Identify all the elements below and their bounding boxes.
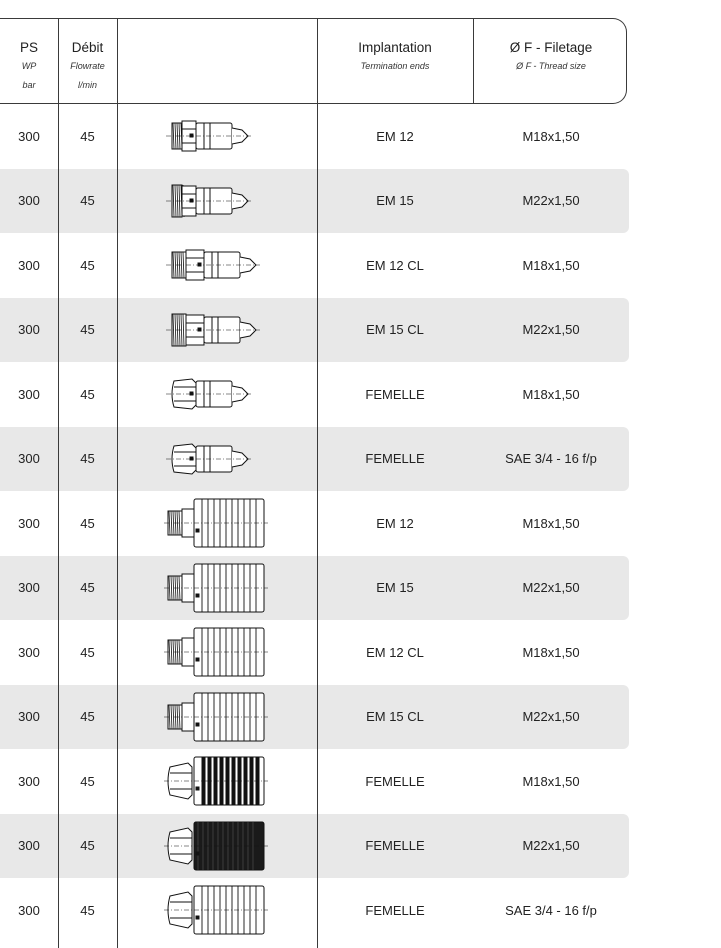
female-coupling-em12cl-icon — [117, 620, 317, 684]
cell-thread-size: M18x1,50 — [522, 773, 580, 789]
table-row — [0, 491, 629, 555]
table-row — [0, 685, 629, 749]
cell-termination: EM 15 — [376, 193, 414, 208]
table-row — [0, 362, 629, 426]
header-debit-sub: Flowrate — [70, 61, 105, 71]
header-debit — [58, 18, 117, 104]
cell-flowrate: 45 — [80, 515, 95, 531]
cell-pressure: 300 — [18, 644, 40, 660]
cell-termination: FEMELLE — [365, 451, 425, 466]
header-filetage-label: Ø F - Filetage — [509, 40, 593, 55]
cell-thread-size: M18x1,50 — [522, 386, 580, 402]
female-coupling-em15-icon — [117, 556, 317, 620]
table-row — [0, 427, 629, 491]
header-filetage — [473, 18, 629, 104]
cell-pressure: 300 — [18, 322, 40, 337]
cell-flowrate: 45 — [80, 257, 95, 273]
column-divider — [473, 18, 474, 104]
header-debit-unit: l/min — [77, 80, 97, 90]
cell-pressure: 300 — [18, 838, 40, 853]
column-divider — [58, 18, 59, 948]
cell-pressure: 300 — [18, 580, 40, 595]
cell-thread-size: M18x1,50 — [522, 515, 580, 531]
cell-termination: EM 12 — [376, 128, 414, 144]
cell-termination: EM 12 CL — [366, 257, 424, 273]
cell-termination: FEMELLE — [365, 773, 425, 789]
header-debit-label: Débit — [71, 40, 104, 55]
header-filetage-sub: Ø F - Thread size — [516, 61, 586, 71]
table-row — [0, 878, 629, 942]
cell-termination: EM 15 CL — [366, 322, 424, 337]
male-coupling-em12cl-icon — [117, 233, 317, 297]
cell-thread-size: M22x1,50 — [522, 193, 580, 208]
cell-flowrate: 45 — [80, 451, 95, 466]
cell-flowrate: 45 — [80, 128, 95, 144]
male-coupling-em15-icon — [117, 169, 317, 233]
cell-flowrate: 45 — [80, 838, 95, 853]
table-row — [0, 749, 629, 813]
cell-thread-size: SAE 3/4 - 16 f/p — [505, 451, 597, 466]
cell-pressure: 300 — [18, 515, 40, 531]
cell-flowrate: 45 — [80, 902, 95, 918]
header-implantation-label: Implantation — [358, 40, 432, 55]
cell-termination: FEMELLE — [365, 902, 425, 918]
table-row — [0, 298, 629, 362]
cell-flowrate: 45 — [80, 580, 95, 595]
cell-termination: EM 15 CL — [366, 709, 424, 724]
table-row — [0, 620, 629, 684]
cell-pressure: 300 — [18, 257, 40, 273]
male-coupling-female-end-icon — [117, 362, 317, 426]
table-row — [0, 814, 629, 878]
cell-termination: FEMELLE — [365, 386, 425, 402]
cell-pressure: 300 — [18, 386, 40, 402]
cell-thread-size: M18x1,50 — [522, 128, 580, 144]
female-coupling-female-end-icon — [117, 749, 317, 813]
cell-pressure: 300 — [18, 193, 40, 208]
female-coupling-dark-sleeve-icon — [117, 814, 317, 878]
column-divider — [317, 18, 318, 948]
cell-flowrate: 45 — [80, 709, 95, 724]
cell-flowrate: 45 — [80, 193, 95, 208]
cell-flowrate: 45 — [80, 386, 95, 402]
cell-pressure: 300 — [18, 451, 40, 466]
table-row — [0, 556, 629, 620]
cell-thread-size: M22x1,50 — [522, 580, 580, 595]
cell-flowrate: 45 — [80, 322, 95, 337]
cell-thread-size: M18x1,50 — [522, 257, 580, 273]
cell-pressure: 300 — [18, 128, 40, 144]
header-implantation-sub: Termination ends — [360, 61, 430, 71]
spec-table — [0, 18, 629, 948]
cell-thread-size: M22x1,50 — [522, 322, 580, 337]
cell-thread-size: SAE 3/4 - 16 f/p — [505, 902, 597, 918]
header-implantation — [317, 18, 473, 104]
column-divider — [117, 18, 118, 948]
header-ps — [0, 18, 58, 104]
header-ps-label: PS — [19, 40, 38, 55]
male-coupling-sae-female-icon — [117, 427, 317, 491]
male-coupling-em15cl-icon — [117, 298, 317, 362]
cell-termination: FEMELLE — [365, 838, 425, 853]
female-coupling-em15cl-icon — [117, 685, 317, 749]
table-row — [0, 104, 629, 168]
female-coupling-em12-icon — [117, 491, 317, 555]
female-coupling-sae-icon — [117, 878, 317, 942]
male-coupling-em12-icon — [117, 104, 317, 168]
cell-thread-size: M22x1,50 — [522, 838, 580, 853]
cell-pressure: 300 — [18, 902, 40, 918]
cell-flowrate: 45 — [80, 644, 95, 660]
cell-flowrate: 45 — [80, 773, 95, 789]
cell-termination: EM 12 CL — [366, 644, 424, 660]
cell-termination: EM 12 — [376, 515, 414, 531]
table-row — [0, 169, 629, 233]
cell-pressure: 300 — [18, 709, 40, 724]
header-ps-unit: bar — [22, 80, 36, 90]
table-row — [0, 233, 629, 297]
cell-thread-size: M18x1,50 — [522, 644, 580, 660]
cell-pressure: 300 — [18, 773, 40, 789]
header-ps-sub: WP — [21, 61, 37, 71]
cell-termination: EM 15 — [376, 580, 414, 595]
cell-thread-size: M22x1,50 — [522, 709, 580, 724]
